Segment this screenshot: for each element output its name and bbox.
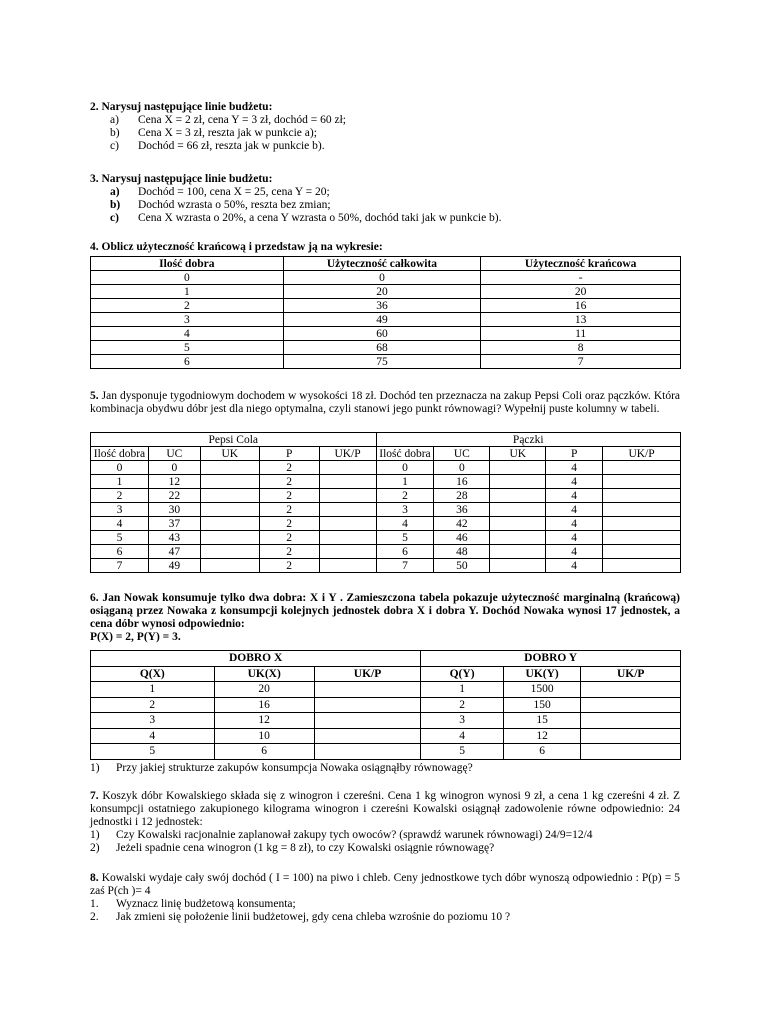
table-cell: 5 <box>376 531 434 545</box>
table-row <box>91 475 681 489</box>
table-cell: 22 <box>148 489 200 503</box>
table-header: UK/P <box>314 666 420 682</box>
table-cell <box>319 531 376 545</box>
question-8-text: Kowalski wydaje cały swój dochód ( I = 100) na piwo i chleb. Ceny jednostkowe tych dóbr wynoszą odpowiednio : P(p) = 5 zaś P(ch )= 4 <box>90 872 681 897</box>
table-row <box>91 341 681 355</box>
table-header: UK <box>490 447 546 461</box>
table-header: UK(Y) <box>503 666 581 682</box>
question-5-number: 5. <box>90 390 99 402</box>
table-cell: 4 <box>91 728 215 744</box>
table-cell: 2 <box>259 531 319 545</box>
utility-table <box>90 256 681 369</box>
question-4-title: 4. Oblicz użyteczność krańcową i przedstaw ją na wykresie: <box>90 241 383 253</box>
table-cell: 3 <box>421 713 504 729</box>
table-row <box>91 531 681 545</box>
table-cell <box>490 531 546 545</box>
table-cell <box>490 545 546 559</box>
table-cell: 20 <box>214 682 314 698</box>
table-cell: 0 <box>148 461 200 475</box>
question-5 <box>90 390 680 416</box>
table-cell <box>581 713 681 729</box>
table-cell <box>581 697 681 713</box>
table-cell <box>314 697 420 713</box>
table-cell: 4 <box>546 517 603 531</box>
table-cell: 5 <box>91 744 215 760</box>
table-header: Ilość dobra <box>376 447 434 461</box>
table-cell: 43 <box>148 531 200 545</box>
table-header: UK/P <box>603 447 681 461</box>
table-cell: 49 <box>148 559 200 573</box>
table-cell: 36 <box>283 299 481 313</box>
table-header: Ilość dobra <box>91 257 284 271</box>
question-3-title: 3. Narysuj następujące linie budżetu: <box>90 173 273 185</box>
table-cell: 75 <box>283 355 481 369</box>
question-7 <box>90 790 680 855</box>
table-row <box>91 545 681 559</box>
table-cell: 4 <box>546 559 603 573</box>
table-cell <box>603 475 681 489</box>
table-cell: 4 <box>546 503 603 517</box>
table-cell: 4 <box>421 728 504 744</box>
table-cell: 5 <box>91 531 149 545</box>
table-header: UC <box>148 447 200 461</box>
table-cell <box>490 517 546 531</box>
table-cell: 150 <box>503 697 581 713</box>
table-cell <box>490 475 546 489</box>
table-row <box>91 355 681 369</box>
table-cell: 50 <box>434 559 490 573</box>
question-6 <box>90 592 680 644</box>
table-cell: 3 <box>91 503 149 517</box>
table-row <box>91 271 681 285</box>
group-dobro-y: DOBRO Y <box>421 651 681 667</box>
question-7-number: 7. <box>90 790 99 802</box>
question-5-text: Jan dysponuje tygodniowym dochodem w wysokości 18 zł. Dochód ten przeznacza na zakup Pepsi Coli oraz pączków. Która kombinacja obydwu dóbr jest dla niego optymalna, czyli stanowi jego punkt równowagi? Wypełnij puste kolumny w tabeli. <box>90 390 680 415</box>
table-cell: 20 <box>481 285 681 299</box>
table-cell: 1500 <box>503 682 581 698</box>
table-cell: 49 <box>283 313 481 327</box>
table-cell: 2 <box>259 461 319 475</box>
table-cell: 2 <box>91 489 149 503</box>
table-cell: 20 <box>283 285 481 299</box>
table-cell <box>603 517 681 531</box>
table-cell: 4 <box>546 545 603 559</box>
question-6-prices: P(X) = 2, P(Y) = 3. <box>90 631 181 643</box>
table-cell: 11 <box>481 327 681 341</box>
table-row <box>91 517 681 531</box>
table-cell <box>603 531 681 545</box>
group-dobro-x: DOBRO X <box>91 651 421 667</box>
question-8-number: 8. <box>90 872 99 884</box>
table-cell <box>319 461 376 475</box>
table-cell: 4 <box>376 517 434 531</box>
table-cell: 8 <box>481 341 681 355</box>
q8-item-1: 1. Wyznacz linię budżetową konsumenta; <box>90 898 296 910</box>
table-cell: 13 <box>481 313 681 327</box>
marginal-utility-table <box>90 650 681 760</box>
table-cell: 16 <box>481 299 681 313</box>
question-3 <box>90 173 680 225</box>
table-header: UK/P <box>581 666 681 682</box>
table-header: Ilość dobra <box>91 447 149 461</box>
table-cell <box>200 545 259 559</box>
question-6-subquestion: 1) Przy jakiej strukturze zakupów konsumpcja Nowaka osiągnąłby równowagę? <box>90 762 473 774</box>
table-header: Q(X) <box>91 666 215 682</box>
table-cell: 42 <box>434 517 490 531</box>
table-header: UK(X) <box>214 666 314 682</box>
table-cell: 2 <box>259 517 319 531</box>
table-cell <box>314 713 420 729</box>
table-cell <box>603 503 681 517</box>
question-8 <box>90 872 680 924</box>
table-row <box>91 713 681 729</box>
table-cell: 12 <box>148 475 200 489</box>
table-cell: 2 <box>259 475 319 489</box>
table-cell: 1 <box>91 475 149 489</box>
table-cell: 30 <box>148 503 200 517</box>
table-row <box>91 682 681 698</box>
table-cell <box>581 728 681 744</box>
q7-item-2: 2) Jeżeli spadnie cena winogron (1 kg = 8 zł), to czy Kowalski osiągnie równowagę? <box>90 842 495 854</box>
table-cell <box>314 728 420 744</box>
table-cell: 4 <box>91 327 284 341</box>
table-cell: 2 <box>259 489 319 503</box>
table-cell: 2 <box>376 489 434 503</box>
table-header: UK <box>200 447 259 461</box>
table-cell <box>490 489 546 503</box>
table-cell: 4 <box>546 489 603 503</box>
table-cell: 7 <box>376 559 434 573</box>
table-header: Użyteczność całkowita <box>283 257 481 271</box>
table-cell: 3 <box>91 713 215 729</box>
table-cell <box>319 503 376 517</box>
table-row <box>91 285 681 299</box>
table-row <box>91 559 681 573</box>
table-cell <box>200 503 259 517</box>
table-cell <box>603 489 681 503</box>
group-pepsi-cola: Pepsi Cola <box>91 433 377 447</box>
table-cell: 3 <box>376 503 434 517</box>
table-cell: 4 <box>91 517 149 531</box>
table-header-row <box>91 257 681 271</box>
table-header: P <box>259 447 319 461</box>
table-cell: 6 <box>91 355 284 369</box>
question-6-text: 6. Jan Nowak konsumuje tylko dwa dobra: X i Y . Zamieszczona tabela pokazuje użyteczność marginalną (krańcową) osiąganą przez Nowaka z konsumpcji kolejnych jednostek dobra X i dobra Y. Dochód Nowaka wynosi 17 jednostek, a cena dóbr wynosi odpowiednio: <box>90 592 680 630</box>
table-cell: 4 <box>546 531 603 545</box>
table-cell: 2 <box>259 559 319 573</box>
table-cell: 6 <box>376 545 434 559</box>
question-7-text: Koszyk dóbr Kowalskiego składa się z winogron i czereśni. Cena 1 kg winogron wynosi 9 zł, a cena 1 kg czereśni 4 zł. Z konsumpcji ostatniego zakupionego kilograma winogron i czereśni Kowalski osiągnął zadowolenie równe odpowiednio: 24 jednostki i 12 jednostek: <box>90 790 680 828</box>
table-cell: 7 <box>481 355 681 369</box>
table-cell <box>314 682 420 698</box>
table-cell: 0 <box>376 461 434 475</box>
table-cell: 2 <box>91 299 284 313</box>
table-cell: 47 <box>148 545 200 559</box>
table-cell: 16 <box>434 475 490 489</box>
table-cell <box>319 475 376 489</box>
table-cell: 0 <box>434 461 490 475</box>
table-cell <box>314 744 420 760</box>
table-cell <box>490 461 546 475</box>
table-cell: 1 <box>91 285 284 299</box>
table-header: UC <box>434 447 490 461</box>
table-cell: 0 <box>283 271 481 285</box>
table-row <box>91 489 681 503</box>
group-paczki: Pączki <box>376 433 681 447</box>
table-cell <box>490 503 546 517</box>
table-group-row <box>91 433 681 447</box>
table-cell <box>603 545 681 559</box>
table-cell: 2 <box>259 503 319 517</box>
q8-item-2: 2. Jak zmieni się położenie linii budżetowej, gdy cena chleba wzrośnie do poziomu 10 ? <box>90 911 511 923</box>
table-cell: 60 <box>283 327 481 341</box>
q3-item-a: a) Dochód = 100, cena X = 25, cena Y = 20; <box>110 186 330 198</box>
table-cell: 36 <box>434 503 490 517</box>
table-cell <box>603 461 681 475</box>
table-cell: 3 <box>91 313 284 327</box>
table-cell: 0 <box>91 271 284 285</box>
table-cell <box>581 744 681 760</box>
table-cell: 2 <box>259 545 319 559</box>
table-cell: 4 <box>546 475 603 489</box>
q2-item-c: c) Dochód = 66 zł, reszta jak w punkcie b). <box>110 140 325 152</box>
question-2-title: 2. Narysuj następujące linie budżetu: <box>90 101 273 113</box>
table-cell: 5 <box>421 744 504 760</box>
table-row <box>91 327 681 341</box>
table-header: P <box>546 447 603 461</box>
table-cell: 37 <box>148 517 200 531</box>
table-cell: 2 <box>421 697 504 713</box>
table-header: UK/P <box>319 447 376 461</box>
table-row <box>91 728 681 744</box>
q2-item-b: b) Cena X = 3 zł, reszta jak w punkcie a); <box>110 127 317 139</box>
table-cell: 16 <box>214 697 314 713</box>
table-cell: 1 <box>376 475 434 489</box>
table-cell: 48 <box>434 545 490 559</box>
table-row <box>91 744 681 760</box>
table-cell: 5 <box>91 341 284 355</box>
table-cell: 10 <box>214 728 314 744</box>
table-cell: 28 <box>434 489 490 503</box>
table-row <box>91 299 681 313</box>
q2-item-a: a) Cena X = 2 zł, cena Y = 3 zł, dochód = 60 zł; <box>110 114 346 126</box>
table-row <box>91 461 681 475</box>
table-row <box>91 503 681 517</box>
table-cell: 6 <box>91 545 149 559</box>
table-cell <box>319 489 376 503</box>
table-cell: 6 <box>214 744 314 760</box>
table-row <box>91 697 681 713</box>
table-header: Q(Y) <box>421 666 504 682</box>
table-cell: - <box>481 271 681 285</box>
q7-item-1: 1) Czy Kowalski racjonalnie zaplanował zakupy tych owoców? (sprawdź warunek równowagi) 24/9=12/4 <box>90 829 593 841</box>
table-group-row <box>91 651 681 667</box>
table-cell <box>200 531 259 545</box>
table-cell: 6 <box>503 744 581 760</box>
table-header-row <box>91 447 681 461</box>
table-cell: 12 <box>214 713 314 729</box>
table-cell: 2 <box>91 697 215 713</box>
q3-item-b: b) Dochód wzrasta o 50%, reszta bez zmian; <box>110 199 331 211</box>
table-cell: 1 <box>421 682 504 698</box>
q3-item-c: c) Cena X wzrasta o 20%, a cena Y wzrasta o 50%, dochód taki jak w punkcie b). <box>110 212 502 224</box>
table-cell <box>200 475 259 489</box>
table-cell: 7 <box>91 559 149 573</box>
pepsi-paczki-table <box>90 432 681 573</box>
table-cell: 46 <box>434 531 490 545</box>
table-cell: 15 <box>503 713 581 729</box>
table-header: Użyteczność krańcowa <box>481 257 681 271</box>
table-cell: 68 <box>283 341 481 355</box>
table-cell <box>319 517 376 531</box>
table-cell: 12 <box>503 728 581 744</box>
table-row <box>91 313 681 327</box>
table-header-row <box>91 666 681 682</box>
table-cell <box>200 461 259 475</box>
table-cell <box>319 559 376 573</box>
table-cell <box>603 559 681 573</box>
table-cell <box>200 489 259 503</box>
table-cell <box>200 517 259 531</box>
table-cell <box>490 559 546 573</box>
table-cell <box>200 559 259 573</box>
question-2 <box>90 101 680 153</box>
table-cell <box>581 682 681 698</box>
table-cell: 1 <box>91 682 215 698</box>
table-cell: 0 <box>91 461 149 475</box>
table-cell <box>319 545 376 559</box>
table-cell: 4 <box>546 461 603 475</box>
